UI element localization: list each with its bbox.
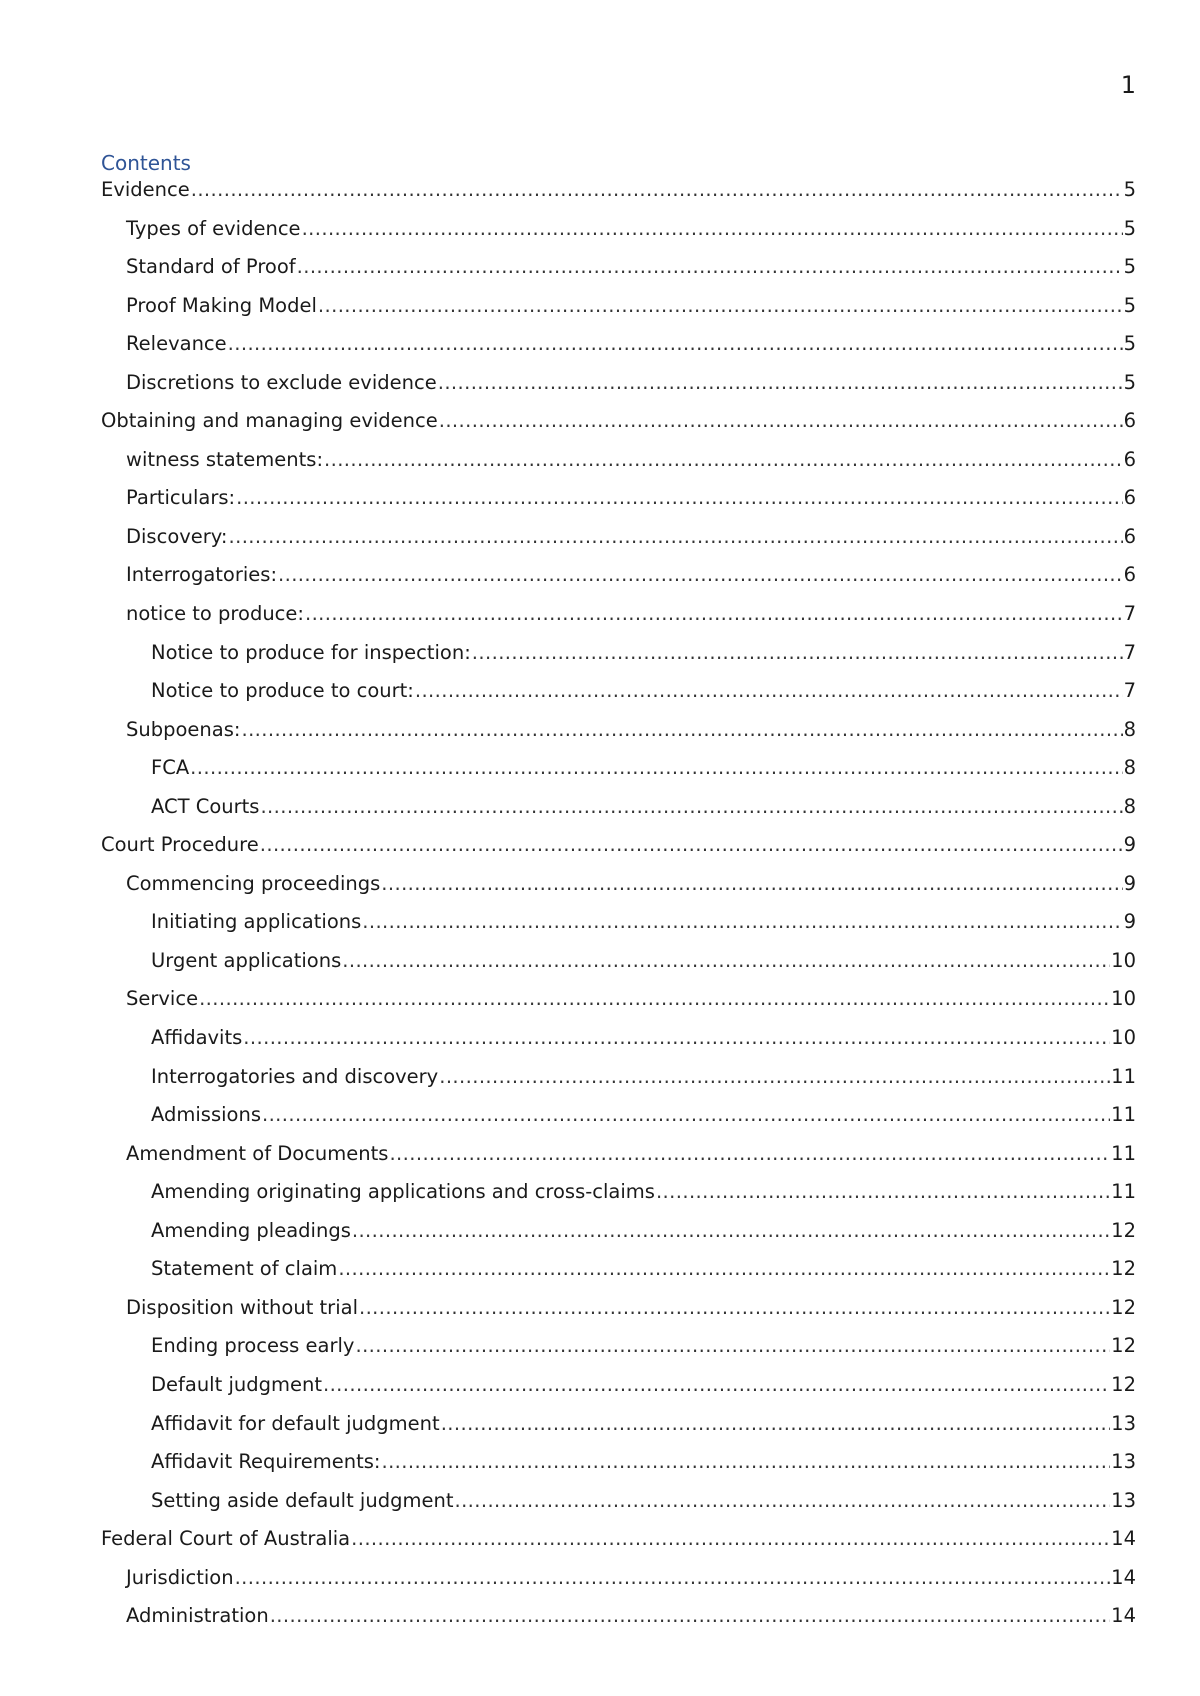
toc-entry-page: 6 xyxy=(1123,563,1136,587)
toc-entry-page: 10 xyxy=(1111,948,1136,972)
dot-leader xyxy=(324,447,1123,473)
toc-entry-title: Amending originating applications and cross-claims xyxy=(151,1180,655,1204)
toc-entry-title: Obtaining and managing evidence xyxy=(101,409,438,433)
dot-leader xyxy=(656,1179,1110,1205)
toc-entry[interactable] xyxy=(101,717,1136,756)
toc-entry[interactable] xyxy=(101,447,1136,486)
dot-leader xyxy=(342,948,1110,974)
dot-leader xyxy=(351,1526,1110,1552)
toc-entry-title: Notice to produce to court: xyxy=(151,679,414,703)
toc-entry-title: Court Procedure xyxy=(101,833,259,857)
toc-entry[interactable] xyxy=(101,1603,1136,1642)
dot-leader xyxy=(439,408,1123,434)
toc-entry[interactable] xyxy=(101,794,1136,833)
toc-entry-page: 14 xyxy=(1111,1565,1136,1589)
toc-entry[interactable] xyxy=(101,1526,1136,1565)
toc-entry-page: 11 xyxy=(1111,1103,1136,1127)
page-number: 1 xyxy=(1120,71,1136,99)
toc-entry[interactable] xyxy=(101,1411,1136,1450)
toc-entry[interactable] xyxy=(101,177,1136,216)
toc-entry[interactable] xyxy=(101,601,1136,640)
toc-entry[interactable] xyxy=(101,832,1136,871)
dot-leader xyxy=(262,1102,1110,1128)
dot-leader xyxy=(438,370,1123,396)
toc-entry-title: Service xyxy=(126,987,199,1011)
toc-entry-page: 5 xyxy=(1123,178,1136,201)
toc-entry-title: Setting aside default judgment xyxy=(151,1488,454,1512)
toc-entry-title: Types of evidence xyxy=(126,216,301,240)
dot-leader xyxy=(472,640,1123,666)
dot-leader xyxy=(297,254,1123,280)
toc-entry-page: 5 xyxy=(1123,216,1136,240)
toc-entry-page: 7 xyxy=(1123,602,1136,626)
toc-entry-title: Ending process early xyxy=(151,1334,355,1358)
toc-entry[interactable] xyxy=(101,1565,1136,1604)
toc-entry-title: FCA xyxy=(151,756,190,780)
toc-entry-title: Default judgment xyxy=(151,1372,322,1396)
dot-leader xyxy=(190,755,1122,781)
toc-entry-title: Standard of Proof xyxy=(126,255,296,279)
toc-entry-page: 12 xyxy=(1111,1334,1136,1358)
toc-entry-page: 8 xyxy=(1123,717,1136,741)
toc-entry-page: 11 xyxy=(1111,1141,1136,1165)
dot-leader xyxy=(381,871,1122,897)
dot-leader xyxy=(439,1064,1110,1090)
toc-entry[interactable] xyxy=(101,408,1136,447)
toc-entry-page: 12 xyxy=(1111,1372,1136,1396)
toc-entry[interactable] xyxy=(101,216,1136,255)
toc-entry-page: 13 xyxy=(1111,1488,1136,1512)
dot-leader xyxy=(389,1141,1110,1167)
toc-entry-title: Statement of claim xyxy=(151,1257,338,1281)
toc-entry-page: 10 xyxy=(1111,987,1136,1011)
toc-entry-title: Commencing proceedings xyxy=(126,871,381,895)
toc-entry-title: Affidavit Requirements: xyxy=(151,1450,381,1474)
toc-entry-title: Interrogatories and discovery xyxy=(151,1064,439,1088)
toc-entry-page: 6 xyxy=(1123,486,1136,510)
dot-leader xyxy=(241,717,1122,743)
toc-entry-page: 8 xyxy=(1123,794,1136,818)
dot-leader xyxy=(441,1411,1110,1437)
toc-entry-page: 5 xyxy=(1123,255,1136,279)
toc-entry-page: 13 xyxy=(1111,1411,1136,1435)
toc-entry[interactable] xyxy=(101,948,1136,987)
dot-leader xyxy=(199,986,1110,1012)
toc-entry-title: ACT Courts xyxy=(151,794,260,818)
toc-entry-page: 9 xyxy=(1123,833,1136,857)
toc-entry-title: Jurisdiction xyxy=(126,1565,234,1589)
toc-entry-title: Admissions xyxy=(151,1103,261,1127)
dot-leader xyxy=(454,1488,1110,1514)
toc-entry-title: Notice to produce for inspection: xyxy=(151,640,471,664)
toc-entry-page: 12 xyxy=(1111,1257,1136,1281)
toc-entry[interactable] xyxy=(101,986,1136,1025)
dot-leader xyxy=(338,1256,1110,1282)
dot-leader xyxy=(323,1372,1110,1398)
toc-entry[interactable] xyxy=(101,370,1136,409)
toc-entry[interactable] xyxy=(101,871,1136,910)
toc-entry-title: Federal Court of Australia xyxy=(101,1527,351,1551)
toc-entry[interactable] xyxy=(101,1488,1136,1527)
dot-leader xyxy=(305,601,1123,627)
toc-entry[interactable] xyxy=(101,1218,1136,1257)
toc-entry-page: 5 xyxy=(1123,293,1136,317)
toc-entry[interactable] xyxy=(101,1333,1136,1372)
toc-entry[interactable] xyxy=(101,1372,1136,1411)
toc-entry[interactable] xyxy=(101,678,1136,717)
toc-entry-title: Particulars: xyxy=(126,486,236,510)
toc-entry-page: 14 xyxy=(1111,1604,1136,1628)
toc-entry[interactable] xyxy=(101,1256,1136,1295)
toc-entry-page: 13 xyxy=(1111,1450,1136,1474)
dot-leader xyxy=(352,1218,1110,1244)
toc-entry[interactable] xyxy=(101,1141,1136,1180)
toc-entry-title: Affidavit for default judgment xyxy=(151,1411,440,1435)
toc-entry-page: 9 xyxy=(1123,910,1136,934)
toc-entry[interactable] xyxy=(101,485,1136,524)
toc-entry[interactable] xyxy=(101,254,1136,293)
toc-entry-page: 10 xyxy=(1111,1026,1136,1050)
toc-entry-title: Administration xyxy=(126,1604,269,1628)
toc-entry[interactable] xyxy=(101,1295,1136,1334)
toc-entry[interactable] xyxy=(101,1064,1136,1103)
toc-entry-page: 6 xyxy=(1123,524,1136,548)
toc-entry-title: Urgent applications xyxy=(151,948,342,972)
toc-entry-title: Subpoenas: xyxy=(126,717,241,741)
toc-entry[interactable] xyxy=(101,1025,1136,1064)
dot-leader xyxy=(355,1333,1110,1359)
dot-leader xyxy=(243,1025,1110,1051)
dot-leader xyxy=(278,562,1123,588)
toc-entry[interactable] xyxy=(101,909,1136,948)
toc-entry[interactable] xyxy=(101,1102,1136,1141)
toc-entry-page: 12 xyxy=(1111,1218,1136,1242)
toc-entry[interactable] xyxy=(101,562,1136,601)
toc-entry-page: 7 xyxy=(1123,640,1136,664)
toc-entry[interactable] xyxy=(101,755,1136,794)
dot-leader xyxy=(229,524,1123,550)
toc-entry-page: 6 xyxy=(1123,409,1136,433)
toc-entry-page: 5 xyxy=(1123,332,1136,356)
toc-heading: Contents xyxy=(101,151,191,175)
toc-entry-page: 6 xyxy=(1123,447,1136,471)
toc-entry-title: Initiating applications xyxy=(151,910,362,934)
dot-leader xyxy=(381,1449,1110,1475)
dot-leader xyxy=(359,1295,1110,1321)
toc-entry-page: 14 xyxy=(1111,1527,1136,1551)
toc-entry-title: Disposition without trial xyxy=(126,1295,358,1319)
toc-entry-title: Proof Making Model xyxy=(126,293,317,317)
toc-entry[interactable] xyxy=(101,524,1136,563)
table-of-contents xyxy=(101,177,1136,1642)
dot-leader xyxy=(302,216,1123,242)
toc-entry-title: Affidavits xyxy=(151,1026,243,1050)
toc-entry-page: 11 xyxy=(1111,1180,1136,1204)
toc-entry-title: Evidence xyxy=(101,178,190,201)
dot-leader xyxy=(228,331,1123,357)
toc-entry-title: Discovery: xyxy=(126,524,228,548)
toc-entry-page: 12 xyxy=(1111,1295,1136,1319)
toc-entry-page: 5 xyxy=(1123,370,1136,394)
toc-entry-title: Amendment of Documents xyxy=(126,1141,389,1165)
toc-entry-title: Interrogatories: xyxy=(126,563,278,587)
toc-entry[interactable] xyxy=(101,293,1136,332)
dot-leader xyxy=(318,293,1123,319)
toc-entry-title: witness statements: xyxy=(126,447,324,471)
toc-entry-title: Amending pleadings xyxy=(151,1218,351,1242)
toc-entry-title: notice to produce: xyxy=(126,602,304,626)
dot-leader xyxy=(191,177,1123,203)
toc-entry[interactable] xyxy=(101,640,1136,679)
toc-entry[interactable] xyxy=(101,1449,1136,1488)
dot-leader xyxy=(235,1565,1111,1591)
toc-entry-title: Discretions to exclude evidence xyxy=(126,370,437,394)
toc-entry[interactable] xyxy=(101,331,1136,370)
dot-leader xyxy=(415,678,1123,704)
toc-entry-page: 11 xyxy=(1111,1064,1136,1088)
toc-entry-page: 9 xyxy=(1123,871,1136,895)
dot-leader xyxy=(260,794,1122,820)
dot-leader xyxy=(260,832,1123,858)
dot-leader xyxy=(236,485,1122,511)
toc-entry-page: 7 xyxy=(1123,679,1136,703)
toc-entry[interactable] xyxy=(101,1179,1136,1218)
toc-entry-page: 8 xyxy=(1123,756,1136,780)
dot-leader xyxy=(362,909,1122,935)
toc-entry-title: Relevance xyxy=(126,332,227,356)
dot-leader xyxy=(270,1603,1110,1629)
